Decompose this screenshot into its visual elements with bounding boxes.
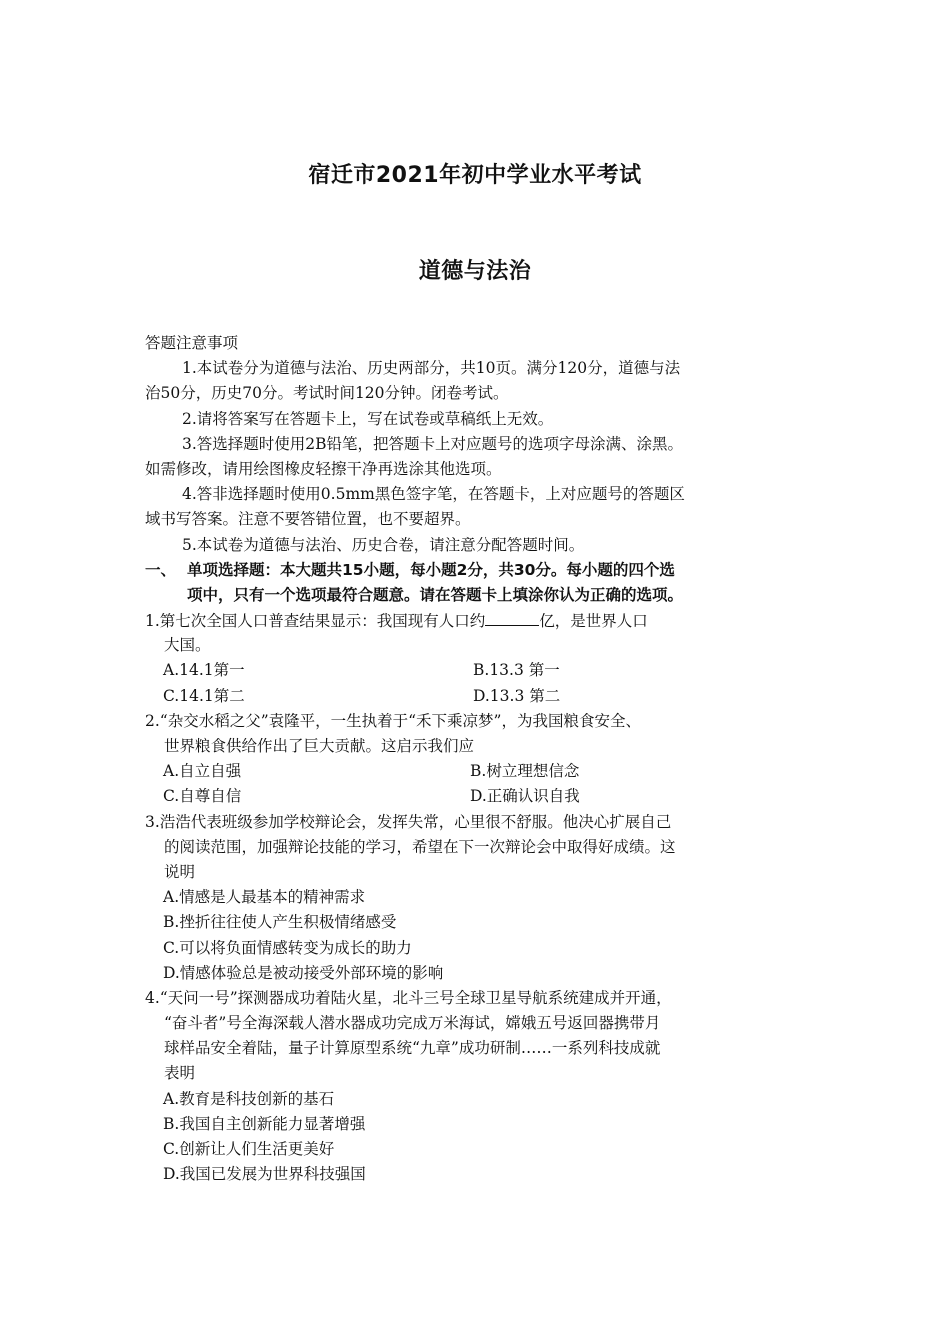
section-instruction-cont: 项中，只有一个选项最符合题意。请在答题卡上填涂你认为正确的选项。 xyxy=(187,585,684,604)
option-row xyxy=(145,784,815,809)
question-4: 4.“天问一号”探测器成功着陆火星，北斗三号全球卫星导航系统建成并开通， xyxy=(145,988,672,1007)
option-row xyxy=(145,684,815,709)
option-row xyxy=(145,658,815,683)
option-d: D.正确认识自我 xyxy=(470,787,580,806)
notice-line: 如需修改，请用绘图橡皮轻擦干净再选涂其他选项。 xyxy=(145,459,502,478)
option-a: A.教育是科技创新的基石 xyxy=(163,1089,335,1108)
option-b: B.13.3 第一 xyxy=(473,661,560,680)
question-text: 世界粮食供给作出了巨大贡献。这启示我们应 xyxy=(164,737,475,755)
question-text: 表明 xyxy=(164,1064,196,1083)
option-b: B.我国自主创新能力显著增强 xyxy=(163,1114,366,1133)
subject-title: 道德与法治 xyxy=(418,259,532,284)
question-text: “奋斗者”号全海深载人潜水器成功完成万米海试，嫦娥五号返回器携带月 xyxy=(164,1014,661,1033)
notice-line: 3.答选择题时使用2B铅笔，把答题卡上对应题号的选项字母涂满、涂黑。 xyxy=(182,434,684,453)
question-text: 说明 xyxy=(164,862,196,881)
notice-line: 4.答非选择题时使用0.5mm黑色签字笔，在答题卡，上对应题号的答题区 xyxy=(182,485,685,504)
answer-blank xyxy=(485,608,539,626)
option-b: B.树立理想信念 xyxy=(470,762,580,781)
option-a: A.情感是人最基本的精神需求 xyxy=(163,888,366,907)
notice-line: 2.请将答案写在答题卡上，写在试卷或草稿纸上无效。 xyxy=(182,409,554,428)
question-3: 3.浩浩代表班级参加学校辩论会，发挥失常，心里很不舒服。他决心扩展自己 xyxy=(145,812,672,831)
option-d: D.我国已发展为世界科技强国 xyxy=(163,1165,366,1184)
question-text: 的阅读范围，加强辩论技能的学习，希望在下一次辩论会中取得好成绩。这 xyxy=(164,837,676,856)
question-1 xyxy=(145,608,815,633)
question-text: 亿，是世界人口 xyxy=(539,612,648,631)
option-c: C.创新让人们生活更美好 xyxy=(163,1140,335,1158)
option-c: C.14.1第二 xyxy=(163,686,245,705)
question-2: 2.“杂交水稻之父”袁隆平，一生执着于“禾下乘凉梦”，为我国粮食安全、 xyxy=(145,711,641,730)
option-a: A.自立自强 xyxy=(163,762,242,781)
exam-title: 宿迁市2021年初中学业水平考试 xyxy=(308,163,642,188)
option-c: C.自尊自信 xyxy=(163,787,242,806)
notice-line: 5.本试卷为道德与法治、历史合卷，请注意分配答题时间。 xyxy=(182,535,585,554)
notice-heading: 答题注意事项 xyxy=(145,334,239,352)
option-b: B.挫折往往使人产生积极情绪感受 xyxy=(163,913,397,932)
option-d: D.13.3 第二 xyxy=(473,686,561,705)
section-heading xyxy=(145,558,815,583)
notice-line: 治50分，历史70分。考试时间120分钟。闭卷考试。 xyxy=(145,384,509,403)
option-d: D.情感体验总是被动接受外部环境的影响 xyxy=(163,963,444,982)
notice-line: 1.本试卷分为道德与法治、历史两部分，共10页。满分120分，道德与法 xyxy=(182,359,681,378)
section-number: 一、 xyxy=(145,560,177,579)
exam-body xyxy=(145,331,815,1187)
notice-line: 域书写答案。注意不要答错位置，也不要超界。 xyxy=(145,510,471,529)
section-instruction: 单项选择题：本大题共15小题，每小题2分，共30分。每小题的四个选 xyxy=(187,560,675,579)
question-text: 大国。 xyxy=(164,636,211,655)
question-text: 球样品安全着陆，量子计算原型系统“九章”成功研制……一系列科技成就 xyxy=(164,1039,661,1058)
option-c: C.可以将负面情感转变为成长的助力 xyxy=(163,938,412,957)
question-text: 1.第七次全国人口普查结果显示：我国现有人口约 xyxy=(145,612,486,631)
option-a: A.14.1第一 xyxy=(163,661,245,680)
option-row xyxy=(145,759,815,784)
